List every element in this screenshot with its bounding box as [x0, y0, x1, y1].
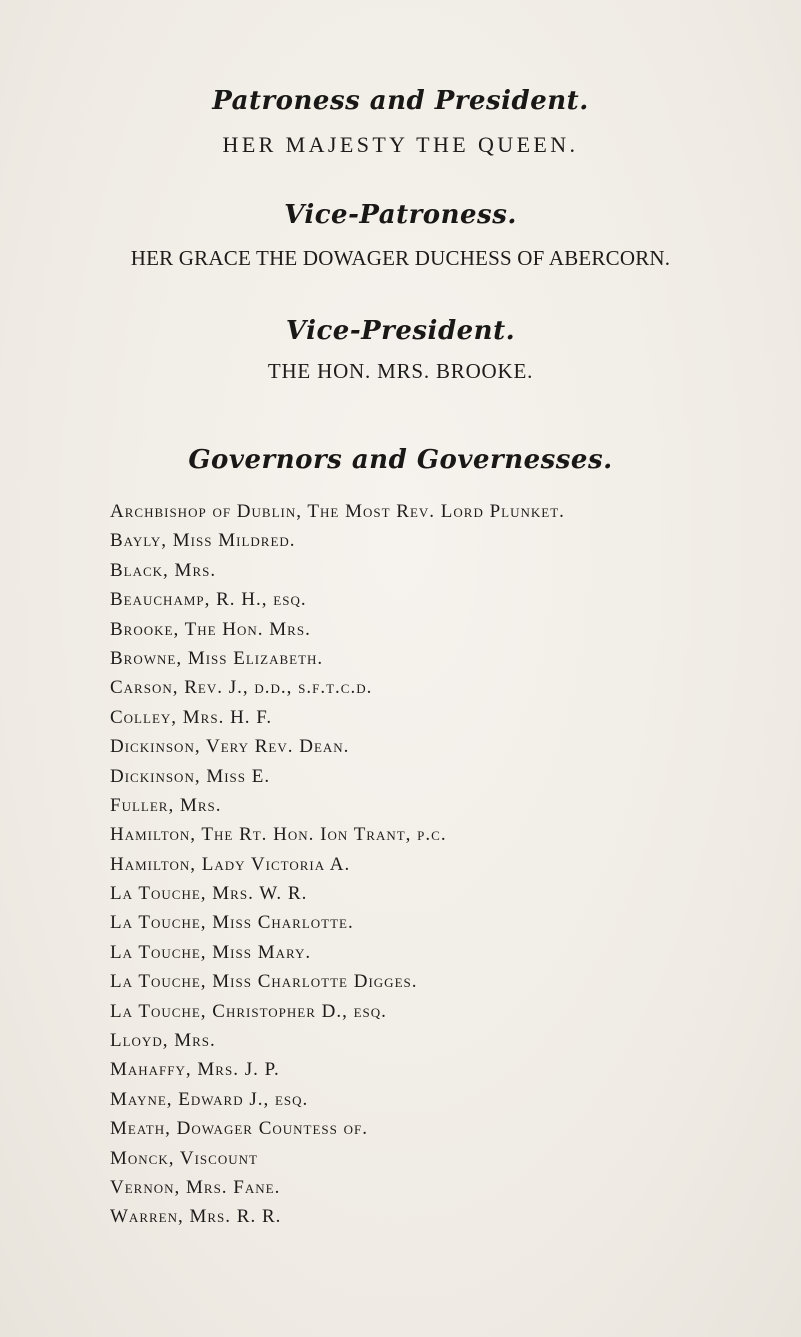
list-item: La Touche, Mrs. W. R.: [110, 883, 308, 905]
list-item: Bayly, Miss Mildred.: [110, 530, 296, 552]
list-item: La Touche, Miss Charlotte.: [110, 912, 354, 934]
vice-patroness-heading: Vice-Patroness.: [284, 200, 517, 230]
list-item: Colley, Mrs. H. F.: [110, 706, 273, 728]
list-item: Browne, Miss Elizabeth.: [110, 647, 324, 669]
governors-list: [110, 497, 565, 1232]
list-item: Archbishop of Dublin, The Most Rev. Lord Plunket.: [110, 501, 565, 522]
list-item: Carson, Rev. J., d.d., s.f.t.c.d.: [110, 677, 373, 699]
list-item: Meath, Dowager Countess of.: [110, 1118, 368, 1140]
list-item: La Touche, Miss Mary.: [110, 941, 312, 963]
list-item: Brooke, The Hon. Mrs.: [110, 618, 311, 640]
patroness-president-heading: Patroness and President.: [212, 86, 589, 116]
list-item: Hamilton, The Rt. Hon. Ion Trant, p.c.: [110, 824, 447, 846]
list-item: Dickinson, Miss E.: [110, 765, 271, 787]
list-item: Monck, Viscount: [110, 1147, 258, 1169]
list-item: Vernon, Mrs. Fane.: [110, 1176, 281, 1198]
vice-president-heading: Vice-President.: [285, 316, 516, 346]
list-item: La Touche, Christopher D., esq.: [110, 1000, 387, 1022]
list-item: Lloyd, Mrs.: [110, 1030, 216, 1052]
list-item: Warren, Mrs. R. R.: [110, 1206, 282, 1228]
vice-patroness-name: HER GRACE THE DOWAGER DUCHESS OF ABERCORN.: [130, 246, 671, 270]
list-item: Hamilton, Lady Victoria A.: [110, 853, 351, 875]
list-item: Black, Mrs.: [110, 559, 217, 581]
list-item: Mayne, Edward J., esq.: [110, 1088, 309, 1110]
list-item: Beauchamp, R. H., esq.: [110, 589, 307, 611]
patroness-president-name: HER MAJESTY THE QUEEN.: [222, 132, 579, 157]
vice-president-name: THE HON. MRS. BROOKE.: [267, 359, 534, 383]
list-item: Fuller, Mrs.: [110, 794, 222, 816]
list-item: Dickinson, Very Rev. Dean.: [110, 736, 350, 758]
list-item: La Touche, Miss Charlotte Digges.: [110, 971, 418, 993]
list-item: Mahaffy, Mrs. J. P.: [110, 1059, 280, 1081]
governors-heading: Governors and Governesses.: [188, 445, 613, 475]
